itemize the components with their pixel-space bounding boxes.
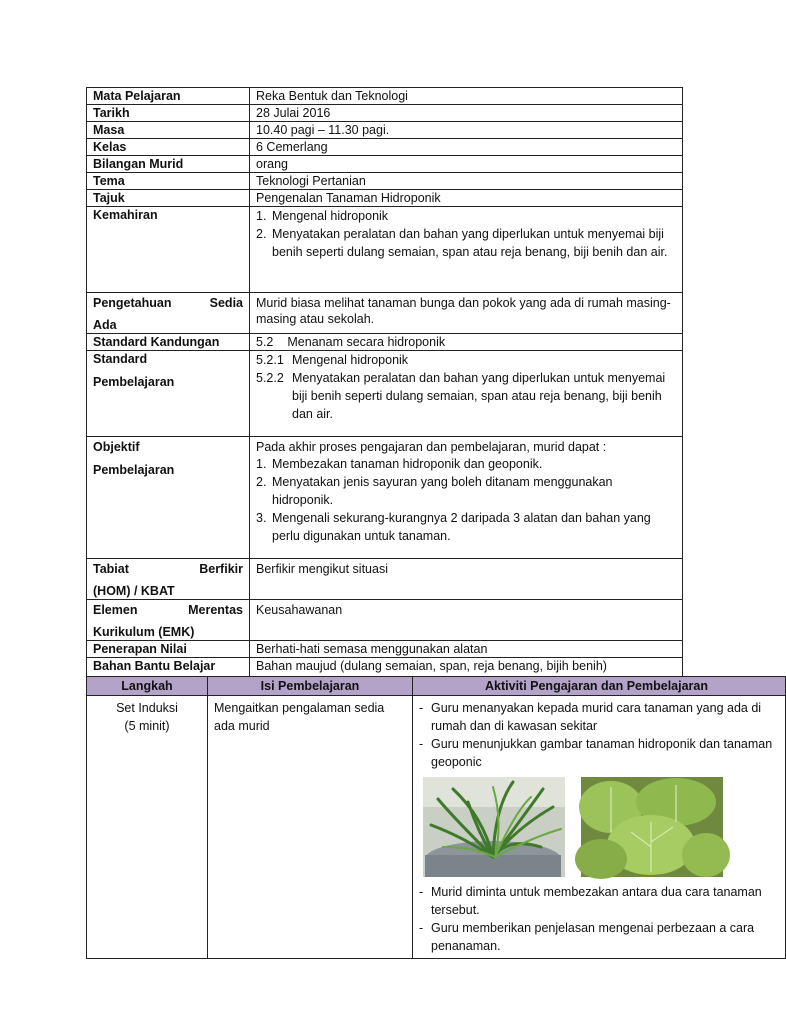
label-masa: Masa [87,122,250,139]
row-mata-pelajaran [87,88,683,105]
value-tabiat: Berfikir mengikut situasi [250,559,683,600]
list-item: 5.2.1 Mengenal hidroponik [256,353,409,367]
activity-row [87,696,786,959]
value-pengetahuan: Murid biasa melihat tanaman bunga dan pokok yang ada di rumah masing-masing atau sekolah. [250,293,683,334]
header-aktiviti: Aktiviti Pengajaran dan Pembelajaran [413,677,786,696]
row-elemen [87,600,683,641]
objektif-intro: Pada akhir proses pengajaran dan pembelajaran, murid dapat : [256,440,607,454]
hydroponic-plant-image [423,777,565,877]
row-pengetahuan [87,293,683,334]
label-tabiat: Tabiat Berfikir (HOM) / KBAT [87,559,250,600]
aktiviti-list-top [419,699,785,771]
activity-table [86,676,786,959]
activity-header-row [87,677,786,696]
langkah-title: Set Induksi [116,701,178,715]
value-kemahiran [250,207,683,293]
row-penerapan [87,641,683,658]
lesson-info-table [86,87,683,688]
value-mata-pelajaran: Reka Bentuk dan Teknologi [250,88,683,105]
row-tarikh [87,105,683,122]
label-objektif: Objektif Pembelajaran [87,437,250,559]
value-masa: 10.40 pagi – 11.30 pagi. [250,122,683,139]
value-standard-pembelajaran [250,351,683,437]
objektif-list [256,455,676,545]
list-item: 3. Mengenali sekurang-kurangnya 2 daripada 3 alatan dan bahan yang perlu digunakan untuk tanaman. [256,511,651,543]
label-tajuk: Tajuk [87,190,250,207]
label-penerapan: Penerapan Nilai [87,641,250,658]
label-kemahiran: Kemahiran [87,207,250,293]
label-elemen: Elemen Merentas Kurikulum (EMK) [87,600,250,641]
row-masa [87,122,683,139]
header-langkah: Langkah [87,677,208,696]
row-standard-pembelajaran [87,351,683,437]
list-item: - Guru menunjukkan gambar tanaman hidroponik dan tanaman geoponic [419,737,773,769]
value-kelas: 6 Cemerlang [250,139,683,156]
langkah-duration: (5 minit) [124,719,170,733]
standard-pembelajaran-list [256,351,676,423]
label-standard-kandungan: Standard Kandungan [87,334,250,351]
row-kelas [87,139,683,156]
value-tarikh: 28 Julai 2016 [250,105,683,122]
list-item: 2. Menyatakan jenis sayuran yang boleh ditanam menggunakan hidroponik. [256,475,613,507]
plant-photos [423,777,785,877]
header-isi: Isi Pembelajaran [208,677,413,696]
list-item: - Murid diminta untuk membezakan antara dua cara tanaman tersebut. [419,885,762,917]
row-tajuk [87,190,683,207]
label-mata-pelajaran: Mata Pelajaran [87,88,250,105]
kemahiran-list [256,207,676,261]
label-tema: Tema [87,173,250,190]
label-bahan: Bahan Bantu Belajar [87,658,250,688]
value-bahan: Bahan maujud (dulang semaian, span, reja benang, bijih benih) [250,658,683,688]
list-item: - Guru menanyakan kepada murid cara tanaman yang ada di rumah dan di kawasan sekitar [419,701,762,733]
row-bilangan-murid [87,156,683,173]
value-tema: Teknologi Pertanian [250,173,683,190]
row-tema [87,173,683,190]
list-item: 1. Mengenal hidroponik [256,209,389,223]
value-penerapan: Berhati-hati semasa menggunakan alatan [250,641,683,658]
list-item: - Guru memberikan penjelasan mengenai perbezaan a cara penanaman. [419,921,755,953]
list-item: 1. Membezakan tanaman hidroponik dan geoponik. [256,457,543,471]
row-tabiat [87,559,683,600]
cell-isi: Mengaitkan pengalaman sedia ada murid [208,696,413,959]
label-kelas: Kelas [87,139,250,156]
row-kemahiran [87,207,683,293]
cell-langkah [87,696,208,959]
label-tarikh: Tarikh [87,105,250,122]
value-bilangan-murid: orang [250,156,683,173]
list-item: 2. Menyatakan peralatan dan bahan yang diperlukan untuk menyemai biji benih seperti dulang semaian, span atau reja benang, biji benih dan air. [256,227,668,259]
label-standard-pembelajaran: Standard Pembelajaran [87,351,250,437]
value-standard-kandungan: 5.2 Menanam secara hidroponik [250,334,683,351]
list-item: 5.2.2 Menyatakan peralatan dan bahan yang diperlukan untuk menyemai biji benih seperti dulang semaian, span atau reja benang, biji benih dan air. [256,371,666,421]
aktiviti-list-bottom [419,883,785,955]
label-bilangan-murid: Bilangan Murid [87,156,250,173]
value-objektif [250,437,683,559]
label-pengetahuan: Pengetahuan Sedia Ada [87,293,250,334]
cell-aktiviti [413,696,786,959]
value-elemen: Keusahawanan [250,600,683,641]
row-objektif [87,437,683,559]
value-tajuk: Pengenalan Tanaman Hidroponik [250,190,683,207]
geoponic-plant-image [581,777,723,877]
row-standard-kandungan [87,334,683,351]
